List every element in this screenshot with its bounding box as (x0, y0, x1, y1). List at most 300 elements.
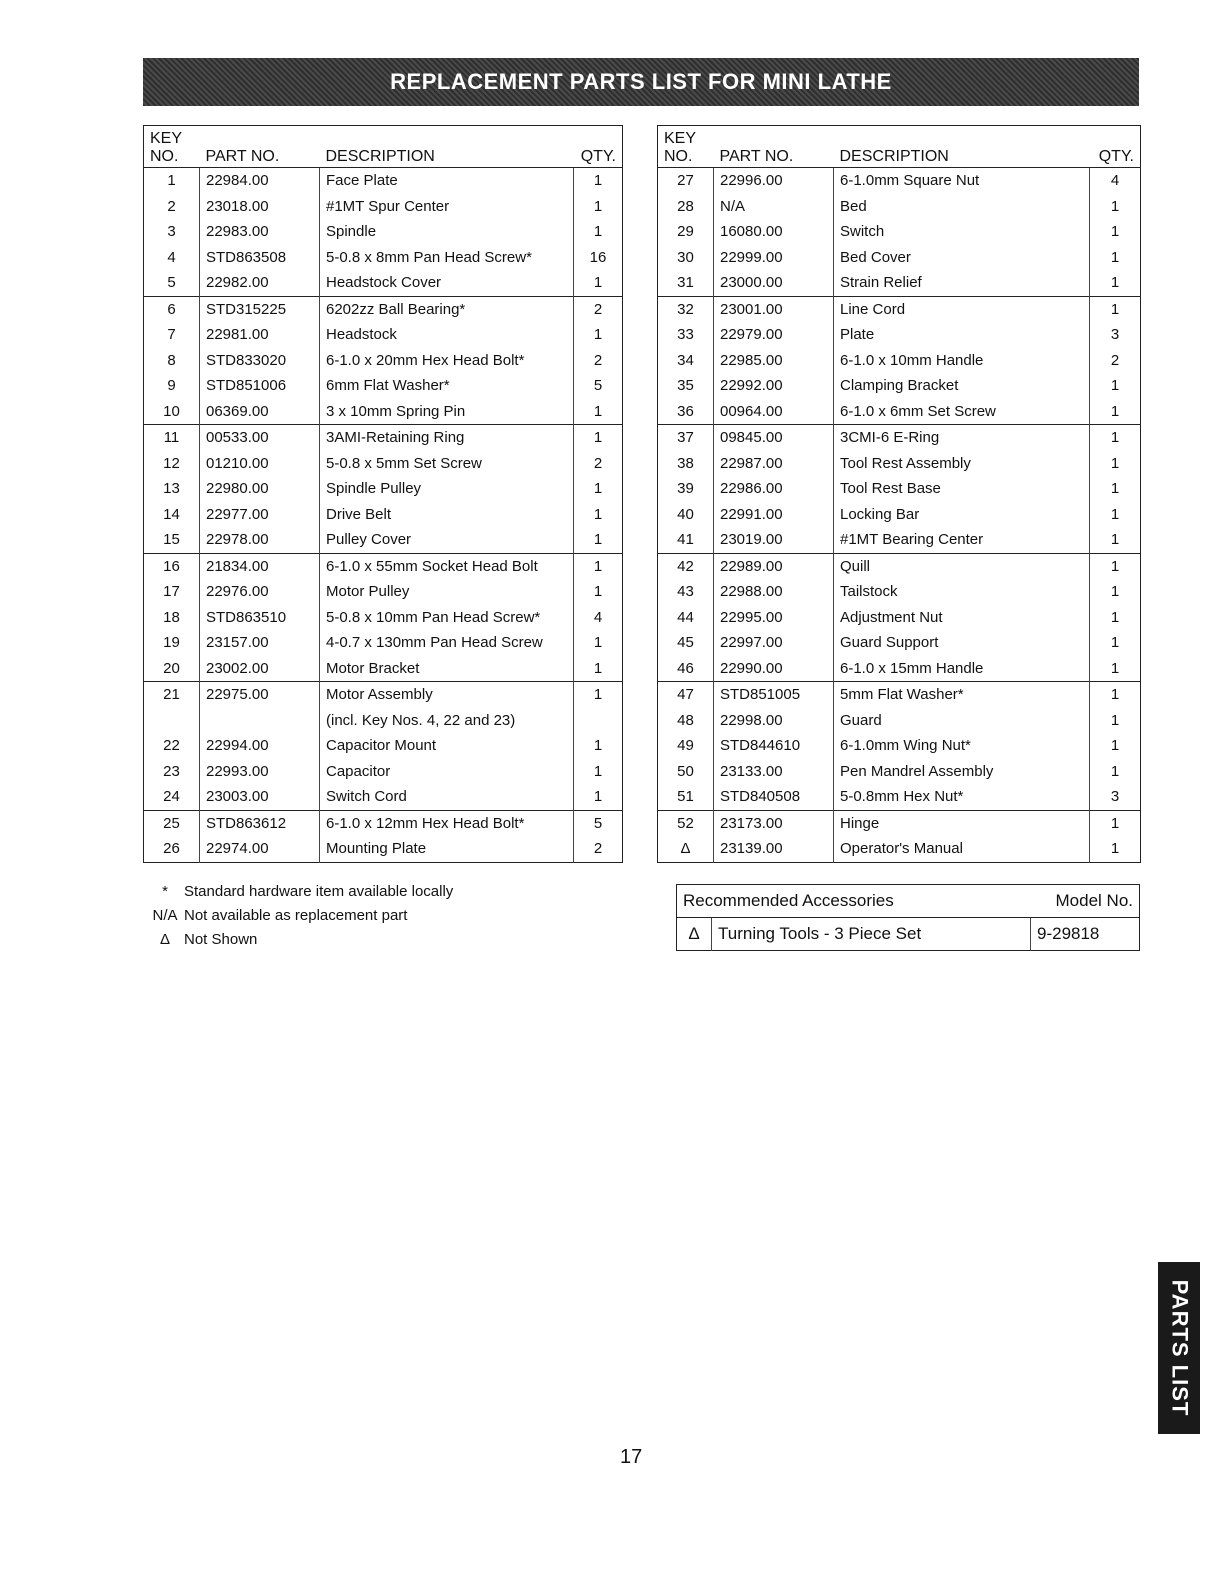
model-no-header: Model No. (1031, 885, 1140, 918)
key-no-header: KEY NO. (144, 126, 200, 168)
part-no-cell: STD833020 (200, 348, 320, 374)
description-cell: 5mm Flat Washer* (834, 682, 1090, 708)
description-cell: Strain Relief (834, 270, 1090, 296)
key-no-cell: 31 (677, 274, 694, 292)
description-cell: Plate (834, 322, 1090, 348)
key-no-cell: 42 (658, 553, 714, 579)
description-cell: Operator's Manual (834, 836, 1090, 862)
part-no-cell: 00533.00 (200, 425, 320, 451)
part-no-cell: STD840508 (714, 784, 834, 810)
description-cell: Tool Rest Base (834, 476, 1090, 502)
part-no-cell: 22996.00 (714, 168, 834, 194)
qty-cell: 1 (1090, 682, 1141, 708)
description-cell: Face Plate (320, 168, 574, 194)
key-no-cell: 21 (144, 682, 200, 708)
qty-cell: 2 (574, 296, 623, 322)
table-row (144, 451, 623, 477)
key-no-cell: 3 (167, 223, 176, 241)
part-no-cell: 22983.00 (200, 219, 320, 245)
key-no-cell: 16 (144, 553, 200, 579)
key-no-header: KEY NO. (658, 126, 714, 168)
part-no-cell: 01210.00 (200, 451, 320, 477)
table-row (658, 553, 1141, 579)
table-row (144, 502, 623, 528)
key-no-cell: 14 (163, 505, 180, 523)
description-cell: 5-0.8 x 8mm Pan Head Screw* (320, 245, 574, 271)
key-no-cell: 32 (658, 296, 714, 322)
key-no-cell: 2 (167, 197, 176, 215)
qty-cell: 1 (1090, 759, 1141, 785)
part-no-cell: 23139.00 (714, 836, 834, 862)
qty-cell: 1 (1090, 836, 1141, 862)
key-no-cell: 44 (677, 608, 694, 626)
description-cell: 6202zz Ball Bearing* (320, 296, 574, 322)
part-no-cell: 22997.00 (714, 630, 834, 656)
table-row (144, 810, 623, 836)
part-no-cell: 22993.00 (200, 759, 320, 785)
description-cell: 6mm Flat Washer* (320, 373, 574, 399)
qty-cell: 1 (574, 194, 623, 220)
description-cell: 6-1.0mm Wing Nut* (834, 733, 1090, 759)
parts-rows-left (144, 168, 623, 863)
key-no-cell: 52 (658, 810, 714, 836)
key-no-cell: 38 (677, 454, 694, 472)
description-cell: Adjustment Nut (834, 605, 1090, 631)
description-cell: Hinge (834, 810, 1090, 836)
legend-item: N/A Not available as replacement part (152, 907, 408, 924)
part-no-cell: 22990.00 (714, 656, 834, 682)
part-no-cell: 22999.00 (714, 245, 834, 271)
part-no-cell: 21834.00 (200, 553, 320, 579)
table-row (144, 759, 623, 785)
qty-cell: 1 (1090, 733, 1141, 759)
key-no-cell: 6 (144, 296, 200, 322)
table-row (658, 296, 1141, 322)
part-no-cell: 06369.00 (200, 399, 320, 425)
part-no-cell: 22974.00 (200, 836, 320, 862)
qty-cell: 1 (574, 784, 623, 810)
qty-header: QTY. (1090, 126, 1141, 168)
table-row (144, 399, 623, 425)
qty-cell: 4 (574, 605, 623, 631)
part-no-cell: 22985.00 (714, 348, 834, 374)
table-row (144, 784, 623, 810)
qty-cell: 3 (1090, 784, 1141, 810)
qty-cell: 1 (574, 168, 623, 194)
table-row (144, 168, 623, 194)
description-cell: Motor Bracket (320, 656, 574, 682)
description-cell: Spindle (320, 219, 574, 245)
qty-cell: 1 (1090, 605, 1141, 631)
table-row (658, 836, 1141, 862)
table-row (144, 296, 623, 322)
page-number: 17 (620, 1446, 643, 1468)
description-cell: Spindle Pulley (320, 476, 574, 502)
table-row (144, 605, 623, 631)
description-cell: 5-0.8mm Hex Nut* (834, 784, 1090, 810)
qty-header: QTY. (574, 126, 623, 168)
qty-cell: 1 (1090, 245, 1141, 271)
part-no-cell: STD863510 (200, 605, 320, 631)
table-row (144, 348, 623, 374)
key-no-cell: 45 (677, 634, 694, 652)
table-row (658, 733, 1141, 759)
description-header: DESCRIPTION (834, 126, 1090, 168)
description-cell: 6-1.0mm Square Nut (834, 168, 1090, 194)
qty-cell: 1 (1090, 399, 1141, 425)
table-row (144, 579, 623, 605)
legend (146, 880, 453, 952)
part-no-cell: 23173.00 (714, 810, 834, 836)
table-row (144, 194, 623, 220)
description-cell: Clamping Bracket (834, 373, 1090, 399)
part-no-cell: 22998.00 (714, 708, 834, 734)
qty-cell: 1 (1090, 708, 1141, 734)
table-row (658, 168, 1141, 194)
part-no-cell: STD851005 (714, 682, 834, 708)
part-no-cell: 22980.00 (200, 476, 320, 502)
key-no-cell: Δ (680, 840, 691, 858)
part-no-cell: 22979.00 (714, 322, 834, 348)
qty-cell: 1 (574, 656, 623, 682)
part-no-cell: 23001.00 (714, 296, 834, 322)
description-cell: Tool Rest Assembly (834, 451, 1090, 477)
key-no-cell: 19 (163, 634, 180, 652)
part-no-cell: 22981.00 (200, 322, 320, 348)
key-no-cell: 25 (144, 810, 200, 836)
qty-cell: 1 (1090, 579, 1141, 605)
qty-cell: 1 (1090, 502, 1141, 528)
legend-item: Δ Not Shown (159, 931, 258, 948)
key-no-cell: 8 (167, 351, 176, 369)
description-cell: 6-1.0 x 20mm Hex Head Bolt* (320, 348, 574, 374)
key-no-cell: 11 (144, 425, 200, 451)
qty-cell: 1 (574, 733, 623, 759)
part-no-cell: 22988.00 (714, 579, 834, 605)
table-row (144, 630, 623, 656)
table-row (658, 759, 1141, 785)
key-no-cell: 1 (167, 172, 176, 190)
qty-cell: 1 (1090, 425, 1141, 451)
parts-list-tab (1158, 1262, 1200, 1434)
description-cell: Bed (834, 194, 1090, 220)
description-cell: #1MT Spur Center (320, 194, 574, 220)
qty-cell: 1 (574, 399, 623, 425)
qty-cell: 1 (574, 270, 623, 296)
qty-cell: 3 (1090, 322, 1141, 348)
table-row (658, 810, 1141, 836)
qty-cell: 2 (1090, 348, 1141, 374)
key-no-cell: 33 (677, 326, 694, 344)
table-row (144, 682, 623, 708)
part-no-cell: 22975.00 (200, 682, 320, 708)
qty-cell: 1 (1090, 296, 1141, 322)
part-no-cell: 22977.00 (200, 502, 320, 528)
key-no-cell: 43 (677, 583, 694, 601)
table-row (658, 245, 1141, 271)
qty-cell: 1 (574, 630, 623, 656)
description-cell: Bed Cover (834, 245, 1090, 271)
table-row (144, 322, 623, 348)
description-cell: Pulley Cover (320, 527, 574, 553)
table-row (658, 605, 1141, 631)
description-cell: Motor Assembly (320, 682, 574, 708)
key-no-cell: 23 (163, 762, 180, 780)
accessory-name: Turning Tools - 3 Piece Set (718, 924, 922, 943)
qty-cell: 1 (1090, 656, 1141, 682)
part-no-cell: 22982.00 (200, 270, 320, 296)
part-no-cell: 22994.00 (200, 733, 320, 759)
not-shown-symbol: Δ (677, 918, 712, 951)
part-no-cell: 22984.00 (200, 168, 320, 194)
table-row (658, 399, 1141, 425)
table-row (144, 836, 623, 862)
part-no-cell: 23002.00 (200, 656, 320, 682)
title-banner (143, 58, 1139, 106)
key-no-cell: 9 (167, 377, 176, 395)
qty-cell: 1 (574, 502, 623, 528)
description-cell: Guard Support (834, 630, 1090, 656)
part-no-cell: 23157.00 (200, 630, 320, 656)
key-no-cell: 35 (677, 377, 694, 395)
table-row (658, 682, 1141, 708)
description-cell: Capacitor (320, 759, 574, 785)
qty-cell: 1 (574, 527, 623, 553)
key-no-cell: 37 (658, 425, 714, 451)
qty-cell: 16 (574, 245, 623, 271)
part-no-header: PART NO. (200, 126, 320, 168)
parts-table-right (657, 125, 1141, 863)
description-cell: Drive Belt (320, 502, 574, 528)
description-cell: 5-0.8 x 5mm Set Screw (320, 451, 574, 477)
description-cell: Tailstock (834, 579, 1090, 605)
qty-cell: 1 (1090, 527, 1141, 553)
part-no-cell: 23000.00 (714, 270, 834, 296)
page-title: REPLACEMENT PARTS LIST FOR MINI LATHE (390, 69, 892, 94)
key-no-cell: 13 (163, 480, 180, 498)
table-row (658, 425, 1141, 451)
qty-cell: 1 (574, 759, 623, 785)
qty-cell: 1 (1090, 194, 1141, 220)
qty-cell: 1 (574, 476, 623, 502)
part-no-cell: 22978.00 (200, 527, 320, 553)
part-no-cell: 23018.00 (200, 194, 320, 220)
part-no-cell: 22989.00 (714, 553, 834, 579)
table-row (658, 502, 1141, 528)
key-no-cell: 47 (658, 682, 714, 708)
accessory-row (677, 918, 1140, 951)
key-no-cell: 48 (677, 711, 694, 729)
description-cell: 6-1.0 x 6mm Set Screw (834, 399, 1090, 425)
qty-cell: 1 (1090, 630, 1141, 656)
qty-cell (574, 708, 623, 734)
table-row (658, 527, 1141, 553)
table-row (658, 451, 1141, 477)
description-cell: 3 x 10mm Spring Pin (320, 399, 574, 425)
description-cell: 6-1.0 x 55mm Socket Head Bolt (320, 553, 574, 579)
part-no-cell: STD863508 (200, 245, 320, 271)
description-cell: Mounting Plate (320, 836, 574, 862)
description-cell: Capacitor Mount (320, 733, 574, 759)
part-no-cell: STD315225 (200, 296, 320, 322)
table-row (144, 373, 623, 399)
table-row (658, 708, 1141, 734)
key-no-cell: 34 (677, 351, 694, 369)
table-row (144, 708, 623, 734)
qty-cell: 1 (574, 322, 623, 348)
table-row (658, 579, 1141, 605)
part-no-cell: STD863612 (200, 810, 320, 836)
part-no-cell: 22976.00 (200, 579, 320, 605)
description-cell: 6-1.0 x 10mm Handle (834, 348, 1090, 374)
key-no-cell: 39 (677, 480, 694, 498)
table-row (658, 270, 1141, 296)
qty-cell: 1 (1090, 476, 1141, 502)
table-row (658, 630, 1141, 656)
key-no-cell: 29 (677, 223, 694, 241)
key-no-cell: 49 (677, 737, 694, 755)
qty-cell: 5 (574, 810, 623, 836)
table-row (144, 553, 623, 579)
description-cell: 4-0.7 x 130mm Pan Head Screw (320, 630, 574, 656)
key-no-cell: 10 (163, 402, 180, 420)
table-row (144, 527, 623, 553)
description-cell: 3AMI-Retaining Ring (320, 425, 574, 451)
description-cell: 5-0.8 x 10mm Pan Head Screw* (320, 605, 574, 631)
description-cell: Switch (834, 219, 1090, 245)
qty-cell: 5 (574, 373, 623, 399)
qty-cell: 1 (1090, 270, 1141, 296)
qty-cell: 1 (574, 579, 623, 605)
part-no-cell: 22987.00 (714, 451, 834, 477)
table-row (658, 219, 1141, 245)
description-cell: 6-1.0 x 15mm Handle (834, 656, 1090, 682)
key-no-cell: 22 (163, 737, 180, 755)
key-no-cell: 30 (677, 248, 694, 266)
table-row (658, 194, 1141, 220)
table-header (144, 126, 623, 168)
description-cell: Guard (834, 708, 1090, 734)
table-row (144, 219, 623, 245)
description-cell: 6-1.0 x 12mm Hex Head Bolt* (320, 810, 574, 836)
table-row (658, 476, 1141, 502)
description-cell: 3CMI-6 E-Ring (834, 425, 1090, 451)
key-no-cell: 24 (163, 788, 180, 806)
key-no-cell: 26 (163, 840, 180, 858)
table-row (144, 245, 623, 271)
qty-cell: 4 (1090, 168, 1141, 194)
table-row (658, 373, 1141, 399)
part-no-cell: 22992.00 (714, 373, 834, 399)
part-no-cell: 22995.00 (714, 605, 834, 631)
table-row (144, 270, 623, 296)
table-row (144, 425, 623, 451)
description-header: DESCRIPTION (320, 126, 574, 168)
table-header (658, 126, 1141, 168)
qty-cell: 1 (574, 219, 623, 245)
key-no-cell (144, 708, 200, 734)
tab-label: PARTS LIST (1167, 1279, 1192, 1417)
qty-cell: 1 (574, 553, 623, 579)
key-no-cell: 17 (163, 583, 180, 601)
table-row (658, 784, 1141, 810)
qty-cell: 2 (574, 348, 623, 374)
qty-cell: 1 (1090, 810, 1141, 836)
qty-cell: 2 (574, 451, 623, 477)
accessory-model: 9-29818 (1031, 918, 1140, 951)
description-cell: Headstock (320, 322, 574, 348)
key-no-cell: 18 (163, 608, 180, 626)
part-no-cell: N/A (714, 194, 834, 220)
key-no-cell: 28 (677, 197, 694, 215)
accessories-header (677, 885, 1140, 918)
parts-table-left (143, 125, 623, 863)
key-no-cell: 41 (677, 531, 694, 549)
qty-cell: 1 (1090, 451, 1141, 477)
description-cell: Quill (834, 553, 1090, 579)
table-row (144, 476, 623, 502)
description-cell: Line Cord (834, 296, 1090, 322)
part-no-cell: 00964.00 (714, 399, 834, 425)
key-no-cell: 4 (167, 248, 176, 266)
key-no-cell: 40 (677, 505, 694, 523)
qty-cell: 1 (574, 682, 623, 708)
part-no-header: PART NO. (714, 126, 834, 168)
description-cell: Locking Bar (834, 502, 1090, 528)
qty-cell: 1 (1090, 373, 1141, 399)
legend-item: * Standard hardware item available locally (162, 883, 454, 900)
description-cell: Motor Pulley (320, 579, 574, 605)
description-cell: #1MT Bearing Center (834, 527, 1090, 553)
qty-cell: 1 (1090, 553, 1141, 579)
part-no-cell: 23133.00 (714, 759, 834, 785)
description-cell: Headstock Cover (320, 270, 574, 296)
qty-cell: 1 (1090, 219, 1141, 245)
qty-cell: 2 (574, 836, 623, 862)
parts-rows-right (658, 168, 1141, 863)
table-row (658, 348, 1141, 374)
table-row (144, 656, 623, 682)
key-no-cell: 51 (677, 788, 694, 806)
key-no-cell: 15 (163, 531, 180, 549)
key-no-cell: 36 (677, 402, 694, 420)
key-no-cell: 50 (677, 762, 694, 780)
part-no-cell: STD844610 (714, 733, 834, 759)
description-cell: Switch Cord (320, 784, 574, 810)
key-no-cell: 7 (167, 326, 176, 344)
key-no-cell: 12 (163, 454, 180, 472)
description-cell: (incl. Key Nos. 4, 22 and 23) (320, 708, 574, 734)
part-no-cell: 22991.00 (714, 502, 834, 528)
table-row (658, 322, 1141, 348)
part-no-cell: 16080.00 (714, 219, 834, 245)
part-no-cell: 23003.00 (200, 784, 320, 810)
part-no-cell: 09845.00 (714, 425, 834, 451)
key-no-cell: 5 (167, 274, 176, 292)
part-no-cell: 23019.00 (714, 527, 834, 553)
key-no-cell: 27 (677, 172, 694, 190)
part-no-cell: 22986.00 (714, 476, 834, 502)
accessories-title: Recommended Accessories (677, 885, 1031, 918)
accessories-table (676, 884, 1140, 951)
table-row (658, 656, 1141, 682)
part-no-cell: STD851006 (200, 373, 320, 399)
qty-cell: 1 (574, 425, 623, 451)
table-row (144, 733, 623, 759)
key-no-cell: 20 (163, 659, 180, 677)
description-cell: Pen Mandrel Assembly (834, 759, 1090, 785)
key-no-cell: 46 (677, 659, 694, 677)
